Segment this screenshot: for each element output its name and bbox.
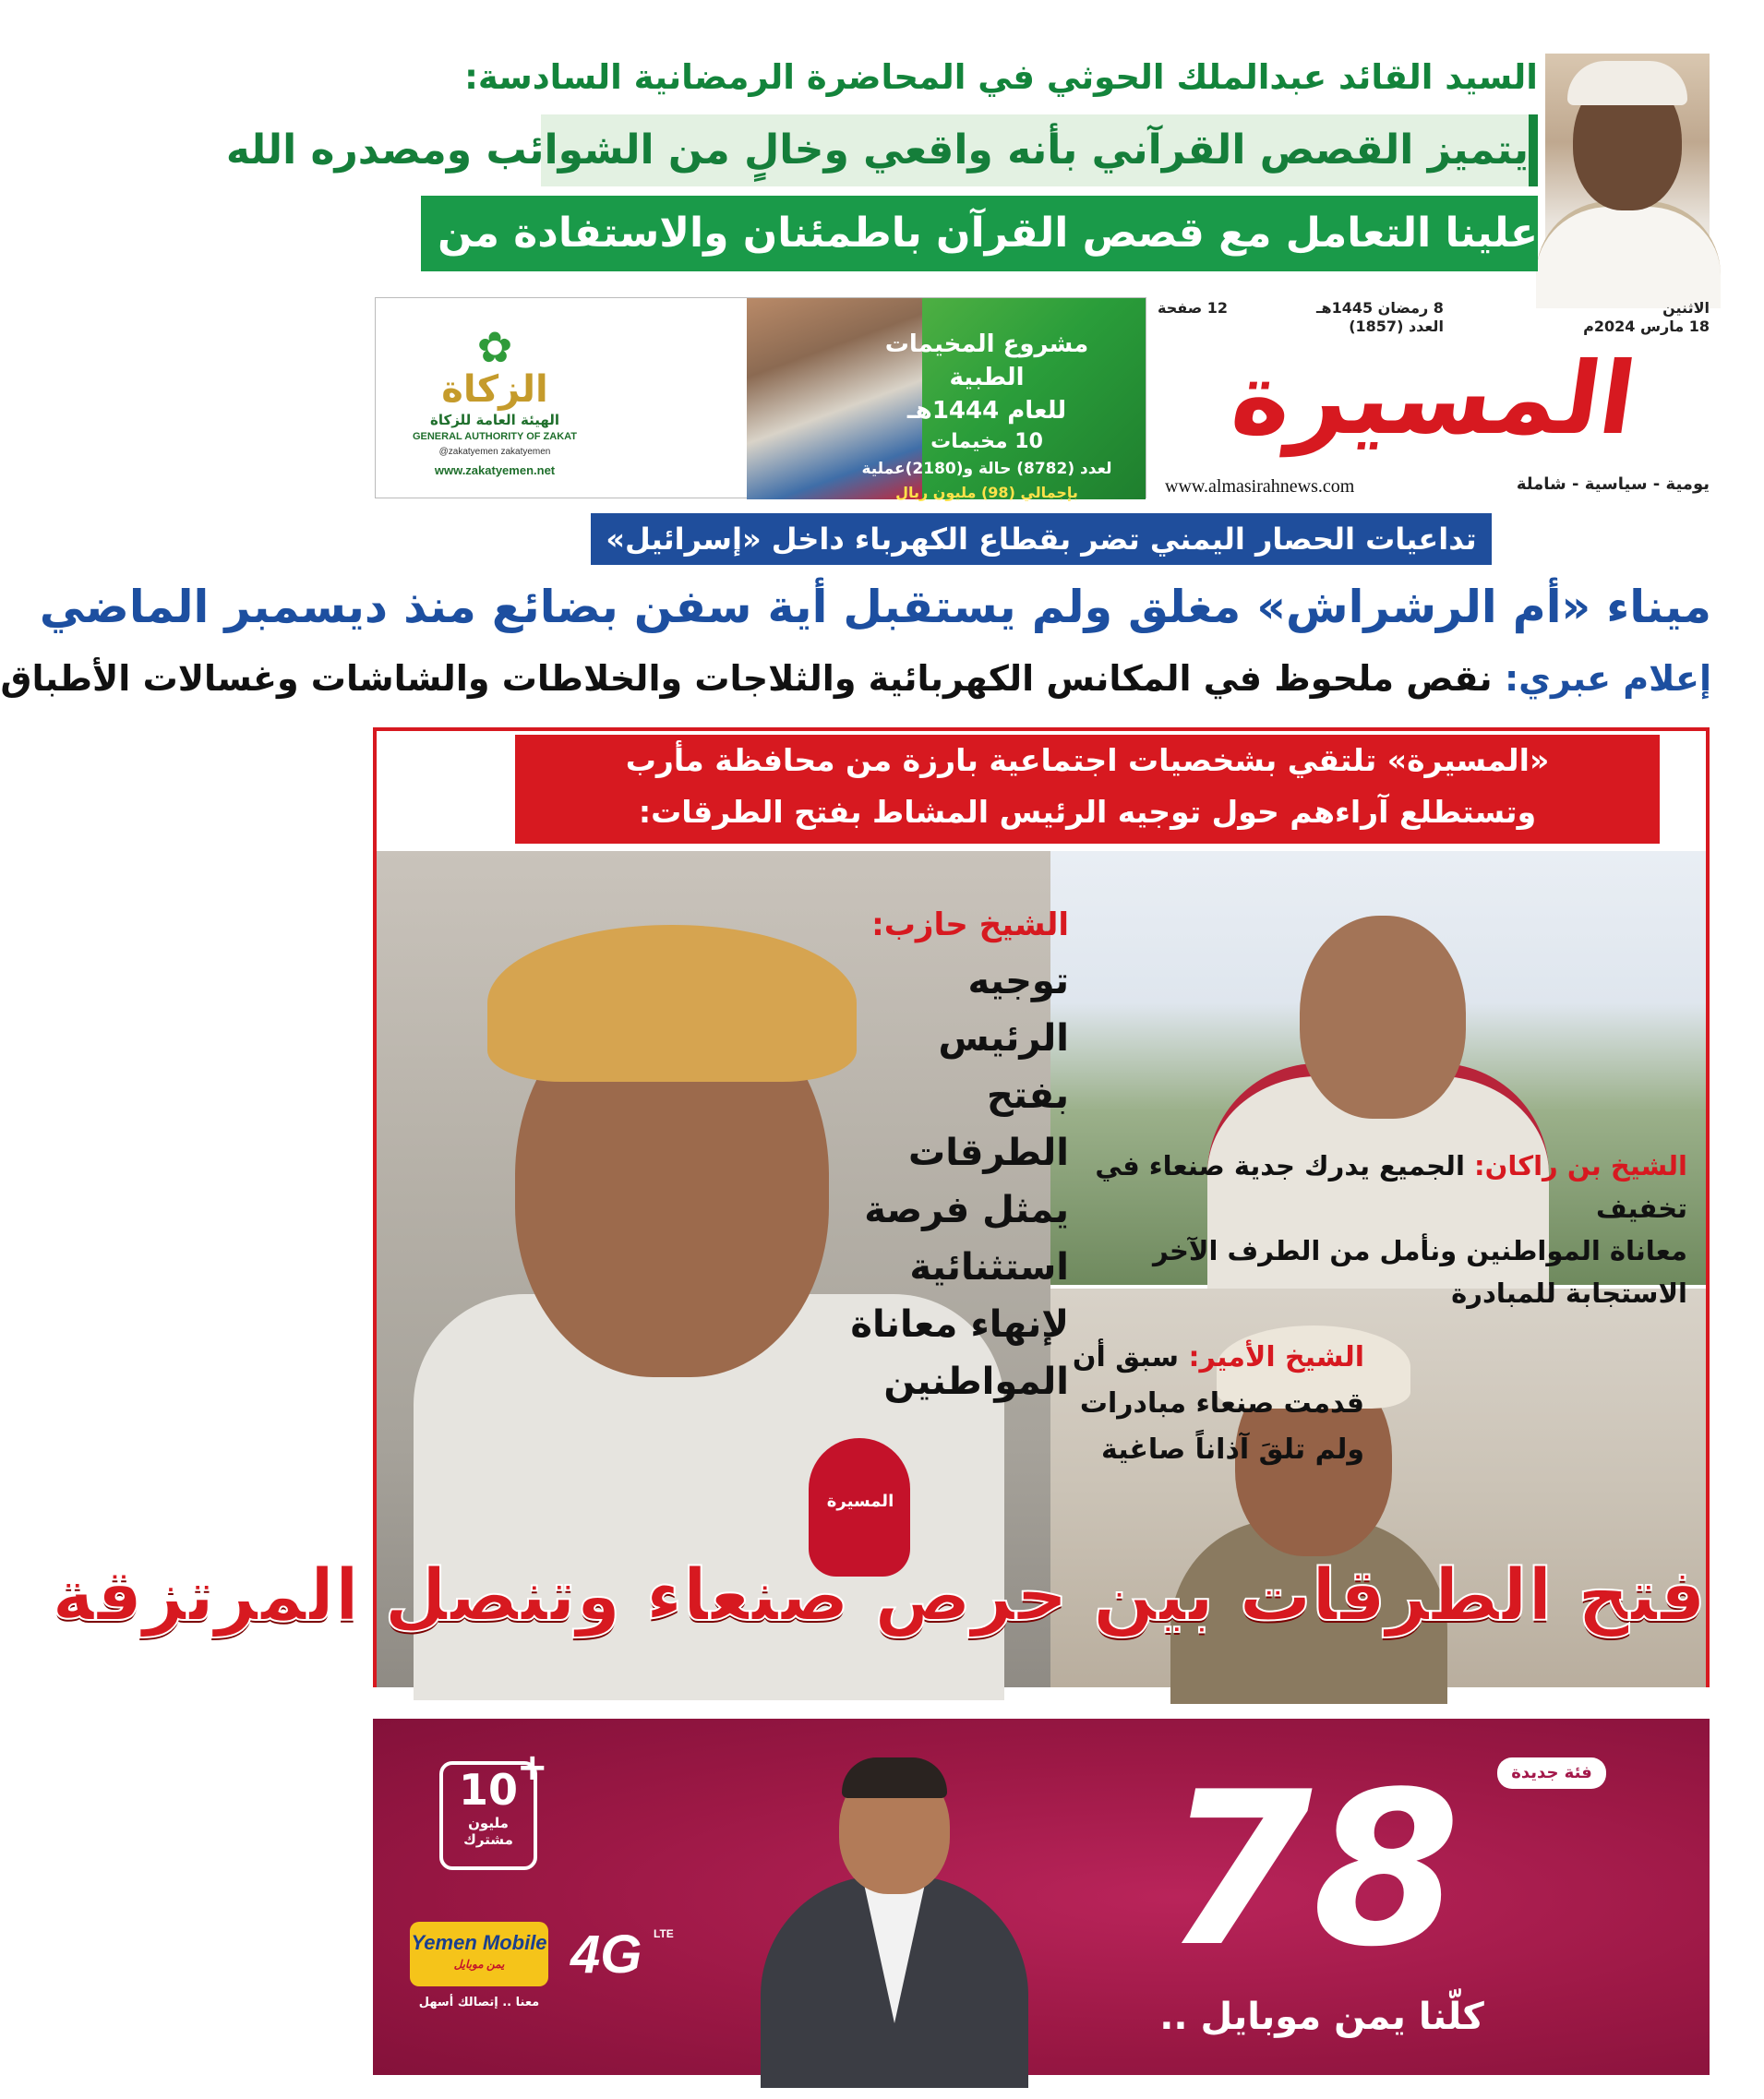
- issue-hijri-date: 8 رمضان 1445هـ: [1316, 299, 1444, 317]
- zakat-social-handles: @zakatyemen zakatyemen: [438, 447, 551, 457]
- lead-headline-2: علينا التعامل مع قصص القرآن باطمئنان والاستفادة من الدروس والعبر فيها: [421, 196, 1538, 271]
- leader-photo: [1545, 54, 1710, 275]
- issue-day: الاثنين: [1662, 299, 1710, 317]
- subscribers-number: 10: [458, 1765, 518, 1815]
- zakat-line-5: بإجمالي (98) مليون ريال: [895, 484, 1078, 501]
- brand-name-ar: يمن موبايل: [453, 1958, 505, 1971]
- yemen-mobile-advertisement[interactable]: [373, 1719, 1710, 2075]
- hazeb-label: الشيخ حازب:: [871, 906, 1069, 943]
- zakat-advertisement[interactable]: [375, 297, 1146, 501]
- hazeb-quote: [847, 953, 1069, 1410]
- news-kicker: تداعيات الحصار اليمني تضر بقطاع الكهرباء داخل «إسرائيل»: [591, 513, 1492, 565]
- lead-kicker: السيد القائد عبدالملك الحوثي في المحاضرة الرمضانية السادسة:: [464, 57, 1538, 97]
- zakat-website[interactable]: www.zakatyemen.net: [434, 463, 556, 477]
- issue-number: العدد (1857): [1349, 318, 1444, 335]
- ad-slogan: كلّنا يمن موبايل ..: [1159, 1996, 1484, 2038]
- brand-motto: معنا .. إتصالك أسهل: [418, 1996, 540, 2009]
- network-4g-label: 4G: [570, 1925, 642, 1985]
- feature-banner-line-1: «المسيرة» تلتقي بشخصيات اجتماعية بارزة من محافظة مأرب: [625, 742, 1550, 778]
- news-headline[interactable]: ميناء «أم الرشراش» مغلق ولم يستقبل أية سفن بضائع منذ ديسمبر الماضي: [39, 581, 1711, 633]
- zakat-ad-text: [848, 328, 1125, 505]
- news-sub-label: إعلام عبري:: [1504, 658, 1711, 699]
- subscribers-unit: مليون: [468, 1815, 509, 1831]
- issue-gregorian-date: 18 مارس 2024م: [1583, 318, 1710, 335]
- zakat-line-4: لعدد (8782) حالة و(2180)عملية: [861, 460, 1112, 478]
- feature-banner: [515, 735, 1660, 844]
- microphone-logo: المسيرة: [826, 1492, 894, 1511]
- hazeb-quote-line: المواطنين: [883, 1361, 1069, 1403]
- yemen-mobile-logo: [410, 1922, 548, 1986]
- plus-icon: +: [517, 1746, 548, 1789]
- amir-text-1: سبق أن: [1072, 1341, 1180, 1373]
- zakat-authority-en: GENERAL AUTHORITY OF ZAKAT: [412, 431, 578, 442]
- hazeb-quote-line: توجيه: [967, 960, 1069, 1002]
- feature-box: [52, 727, 1710, 1687]
- amir-label: الشيخ الأمير:: [1188, 1341, 1364, 1373]
- tagline: يومية - سياسية - شاملة: [1516, 474, 1710, 494]
- rakan-text-2: معاناة المواطنين ونأمل من الطرف الآخر الاستجابة للمبادرة: [1152, 1235, 1687, 1309]
- zakat-brand: [389, 322, 601, 481]
- lte-label: LTE: [654, 1927, 674, 1940]
- hazeb-quote-line: الرئيس بفتح: [938, 1017, 1069, 1117]
- issue-date-block: [1497, 299, 1710, 336]
- zakat-line-3: 10 مخيمات: [930, 430, 1043, 453]
- amir-text-3: ولم تلقَ آذاناً صاغية: [1101, 1433, 1364, 1466]
- lead-story: [33, 54, 1710, 275]
- feature-banner-line-2: وتستطلع آراءهم حول توجيه الرئيس المشاط بفتح الطرقات:: [638, 794, 1537, 830]
- website-link[interactable]: www.almasirahnews.com: [1165, 476, 1355, 497]
- feature-headline[interactable]: فتح الطرقات بين حرص صنعاء وتنصل المرتزقة: [52, 1554, 1706, 1637]
- newspaper-logo: المسيرة: [1224, 342, 1643, 457]
- zakat-line-2: للعام 1444هـ: [906, 397, 1067, 425]
- palm-leaf-icon: ✿: [476, 322, 513, 372]
- ad-model-photo: [742, 1746, 1047, 2075]
- subscribers-label: مشترك: [463, 1831, 513, 1848]
- hazeb-quote-line: الطرقات: [908, 1132, 1069, 1174]
- rakan-quote: [1060, 1145, 1687, 1314]
- hazeb-quote-line: لإنهاء معاناة: [850, 1303, 1069, 1346]
- zakat-logo-text: الزكاة: [441, 368, 548, 411]
- page-count: 12 صفحة: [1158, 299, 1229, 317]
- hazeb-quote-line: استثنائية: [909, 1246, 1069, 1289]
- amir-text-2: قدمت صنعاء مبادرات: [1079, 1387, 1364, 1420]
- news-sub-text: نقص ملحوظ في المكانس الكهربائية والثلاجات والخلاطات والشاشات وغسالات الأطباق: [0, 658, 1493, 699]
- zakat-line-1: مشروع المخيمات الطبية: [884, 330, 1089, 391]
- news-subheadline: [0, 648, 1711, 709]
- brand-name-en: Yemen Mobile: [411, 1931, 547, 1954]
- rakan-label: الشيخ بن راكان:: [1474, 1150, 1687, 1181]
- amir-quote: [1069, 1335, 1364, 1473]
- hazeb-quote-line: يمثل فرصة: [864, 1189, 1069, 1231]
- zakat-authority-ar: الهيئة العامة للزكاة: [429, 412, 560, 428]
- number-78: 78: [1164, 1747, 1461, 1994]
- issue-number-block: [1316, 299, 1444, 336]
- rakan-text-1: الجميع يدرك جدية صنعاء في تخفيف: [1095, 1150, 1687, 1224]
- new-category-badge: فئة جديدة: [1497, 1757, 1606, 1789]
- lead-headline-1: يتميز القصص القرآني بأنه واقعي وخالٍ من الشوائب ومصدره الله: [541, 114, 1538, 186]
